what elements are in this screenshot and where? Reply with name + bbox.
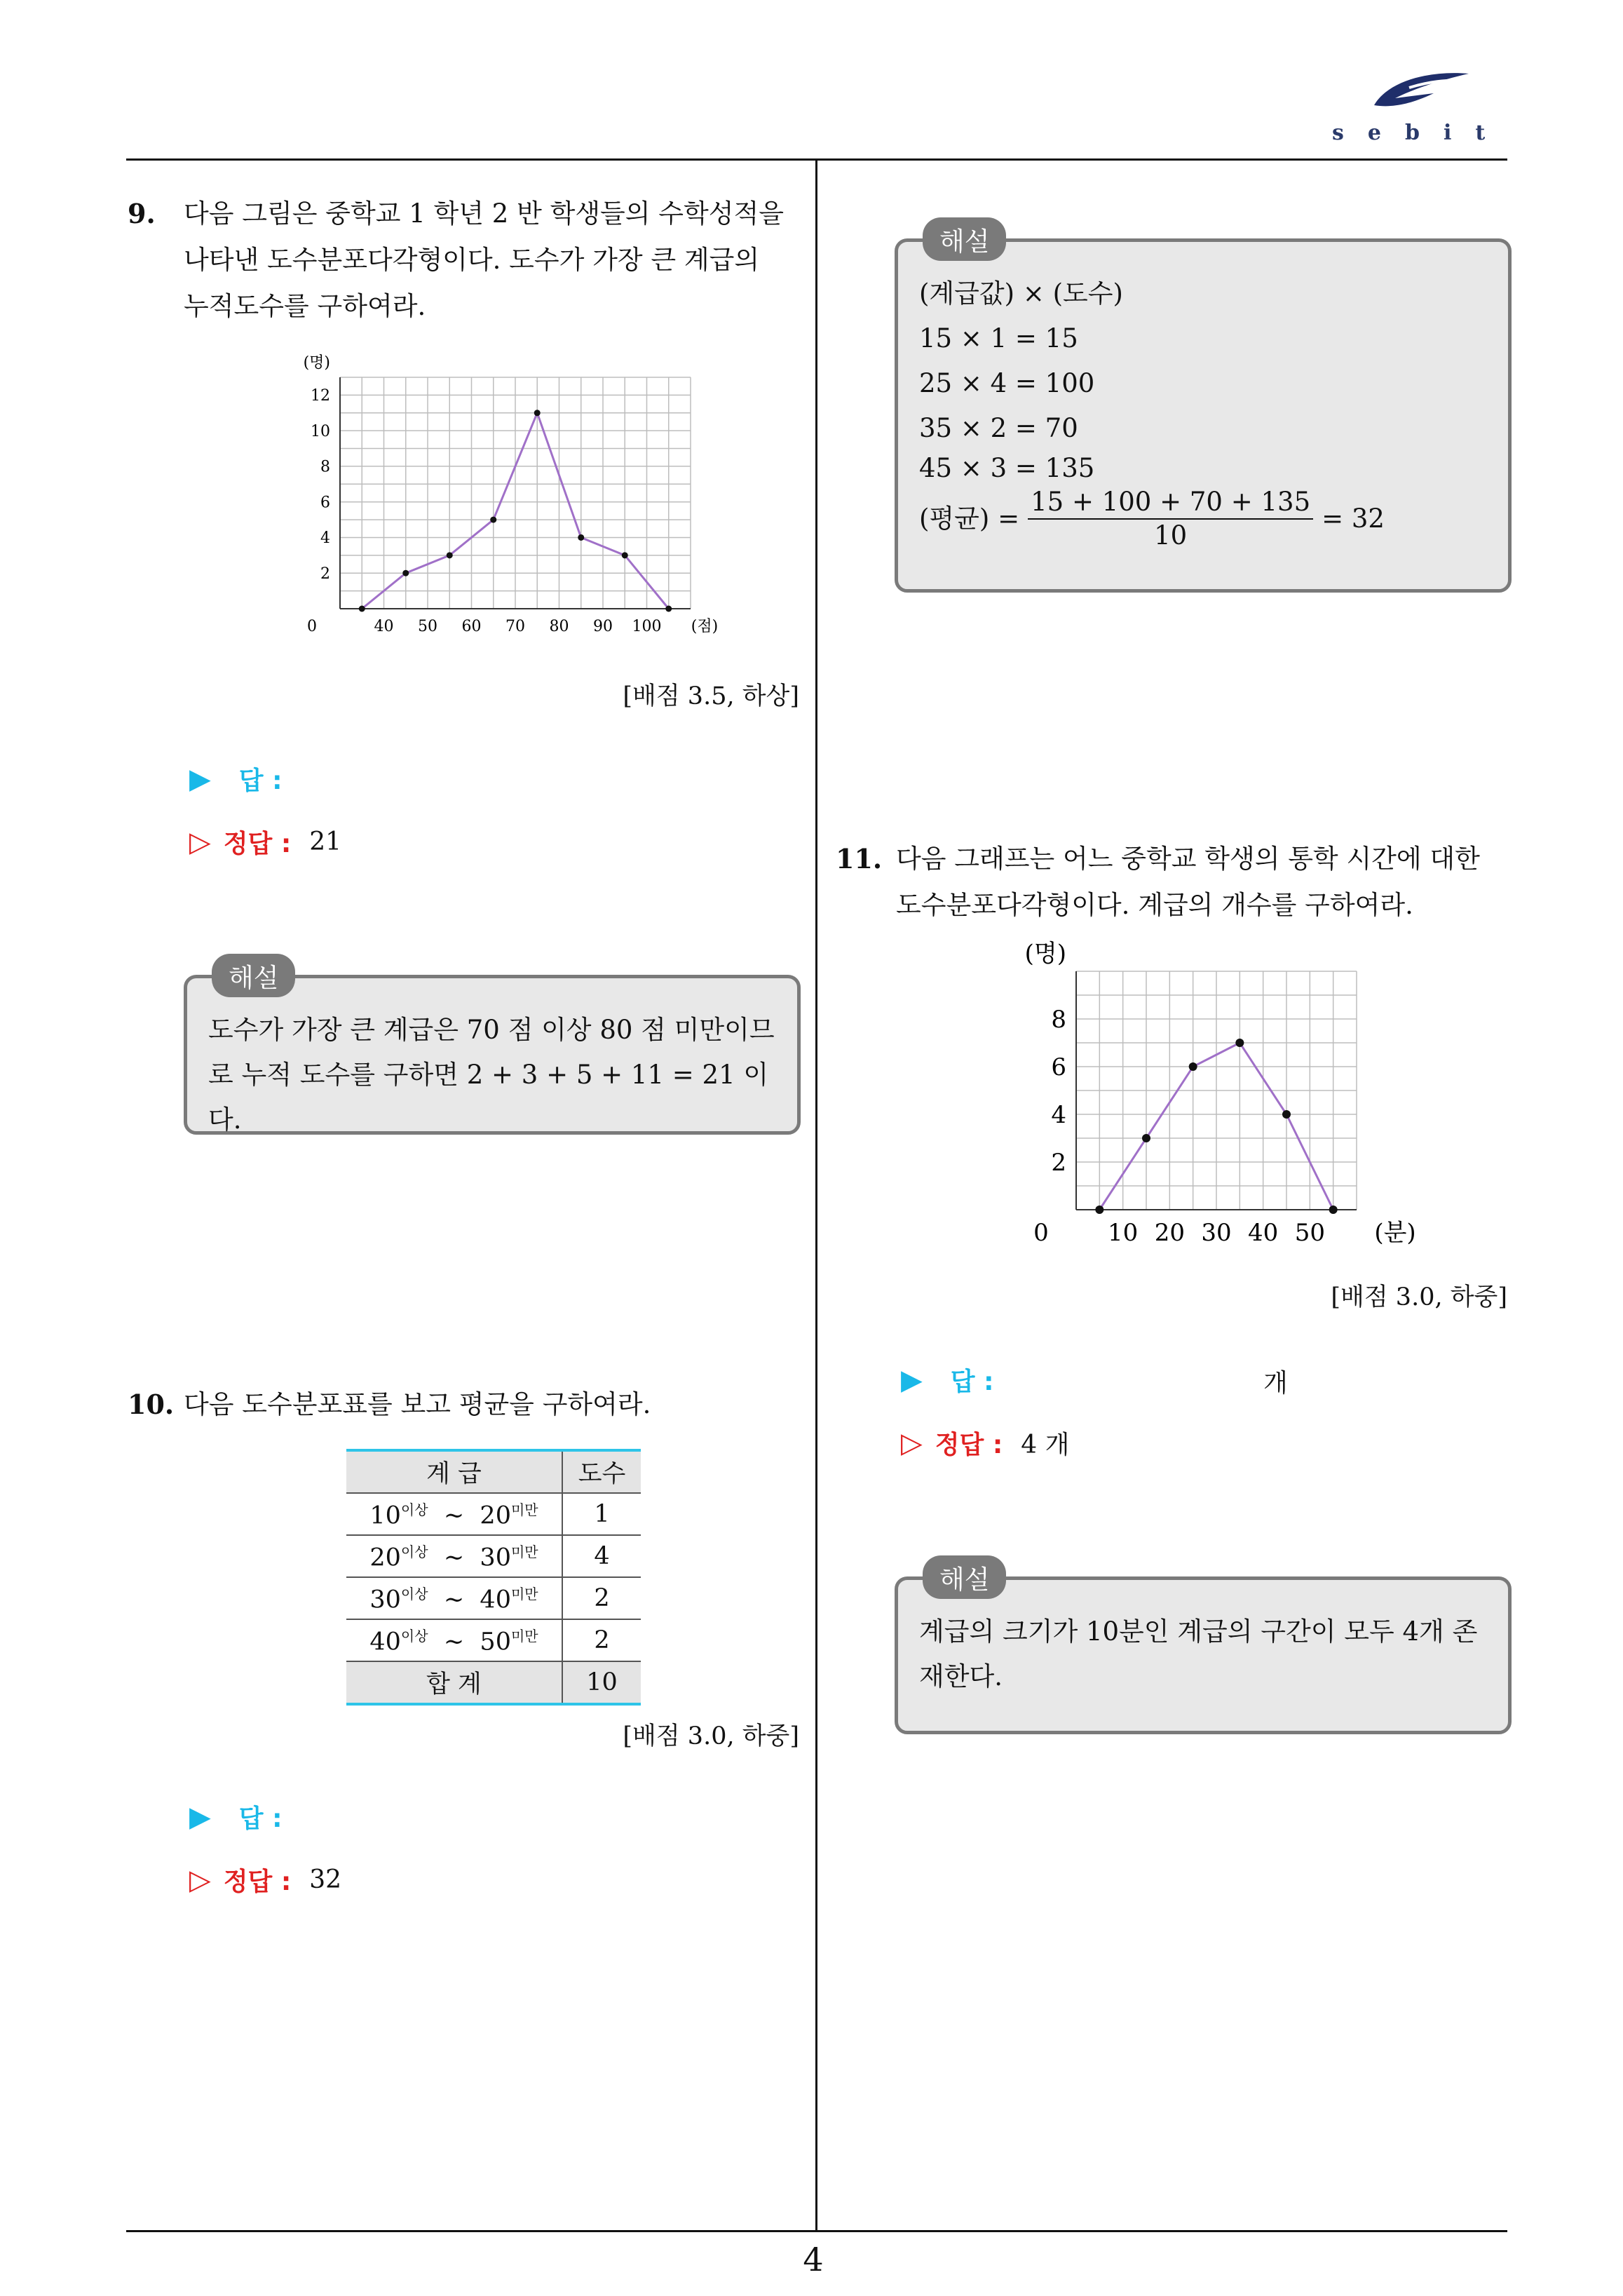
- data-point: [1235, 1039, 1244, 1047]
- question-9-text: [184, 191, 815, 330]
- y-tick-label: 6: [1051, 1053, 1066, 1081]
- commute-time-polygon-chart: [1010, 940, 1416, 1252]
- question-11-number: 11.: [836, 843, 883, 874]
- x-tick-label: 90: [593, 618, 613, 635]
- explanation-line: 도수가 가장 큰 계급은 70 점 이상 80 점 미만이므: [208, 1015, 775, 1045]
- data-point: [490, 517, 496, 523]
- class-range: $40^{이상}$ ~ $50^{미만}$: [346, 1619, 562, 1661]
- footer-rule: [126, 2230, 1507, 2232]
- math-score-polygon-chart: [280, 351, 719, 645]
- answer-label: 답 :: [238, 767, 283, 795]
- data-point: [622, 552, 628, 558]
- answer-label: 답 :: [238, 1804, 283, 1833]
- page-number: 4: [803, 2241, 824, 2278]
- correct-label: 정답 :: [223, 1868, 292, 1896]
- origin-label: 0: [1033, 1219, 1049, 1247]
- x-tick-label: 70: [505, 618, 525, 635]
- mean-result: = 32: [1322, 504, 1385, 534]
- logo-text: sebit: [1332, 121, 1509, 145]
- mean-formula: [919, 486, 1501, 552]
- x-axis-unit-label: (분): [1374, 1219, 1416, 1247]
- question-10-text: 다음 도수분포표를 보고 평균을 구하여라.: [184, 1389, 651, 1419]
- question-11-explanation-box: [895, 1576, 1512, 1734]
- y-tick-label: 8: [320, 458, 330, 476]
- x-tick-label: 60: [461, 618, 482, 635]
- data-point: [1095, 1206, 1103, 1214]
- data-point: [534, 410, 541, 416]
- explanation-line: 15 × 1 = 15: [919, 323, 1078, 353]
- correct-arrow-icon: ▷: [189, 1863, 211, 1896]
- class-count: 4: [562, 1535, 641, 1577]
- total-value: 10: [562, 1661, 641, 1704]
- question-9-answer-row: [189, 761, 282, 797]
- class-range: $30^{이상}$ ~ $40^{미만}$: [346, 1577, 562, 1619]
- x-tick-label: 30: [1201, 1219, 1232, 1247]
- column-divider: [815, 160, 817, 2231]
- y-tick-label: 8: [1051, 1005, 1066, 1034]
- y-tick-label: 2: [1051, 1148, 1066, 1177]
- question-10-score: [배점 3.0, 하중]: [623, 1722, 799, 1750]
- origin-label: 0: [307, 618, 317, 635]
- table-row: [346, 1535, 641, 1577]
- table-row: [346, 1577, 641, 1619]
- correct-arrow-icon: ▷: [189, 825, 211, 858]
- answer-unit: 개: [1263, 1369, 1288, 1398]
- mean-numerator: 15 + 100 + 70 + 135: [1028, 486, 1313, 520]
- correct-arrow-icon: ▷: [901, 1426, 923, 1459]
- question-10-correct-row: [189, 1862, 341, 1898]
- table-header-class: 계 급: [346, 1450, 562, 1493]
- question-11-line: 도수분포다각형이다. 계급의 개수를 구하여라.: [896, 890, 1413, 920]
- explanation-line: (계급값) × (도수): [919, 278, 1123, 309]
- x-tick-label: 100: [632, 618, 662, 635]
- x-tick-label: 50: [1294, 1219, 1325, 1247]
- question-9-explanation-box: [184, 975, 801, 1135]
- question-11-correct-row: [901, 1425, 1069, 1461]
- question-11-score: [배점 3.0, 하중]: [1331, 1283, 1507, 1311]
- explanation-line: 25 × 4 = 100: [919, 368, 1095, 398]
- data-point: [359, 606, 365, 612]
- table-header-count: 도수: [562, 1450, 641, 1493]
- question-9-line: 누적도수를 구하여라.: [184, 291, 426, 321]
- y-tick-label: 4: [1051, 1100, 1066, 1129]
- correct-value: 32: [309, 1865, 342, 1894]
- y-tick-label: 4: [320, 529, 330, 548]
- question-9-score: [배점 3.5, 하상]: [623, 682, 799, 710]
- correct-label: 정답 :: [935, 1431, 1003, 1459]
- answer-arrow-icon: ▶: [189, 1800, 211, 1833]
- question-9-number: 9.: [128, 198, 156, 229]
- explanation-tag: 해설: [212, 954, 295, 997]
- mean-fraction: [1028, 486, 1313, 552]
- correct-label: 정답 :: [223, 830, 292, 858]
- frequency-table: [346, 1449, 641, 1706]
- question-9-correct-row: [189, 824, 341, 860]
- y-axis-unit-label: (명): [303, 354, 330, 372]
- explanation-line: 계급의 크기가 10분인 계급의 구간이 모두 4개 존: [919, 1616, 1478, 1647]
- answer-label: 답 :: [950, 1368, 994, 1396]
- table-header-row: [346, 1450, 641, 1493]
- correct-value: 21: [309, 828, 342, 856]
- y-tick-label: 6: [320, 494, 330, 512]
- data-point: [1282, 1110, 1291, 1119]
- data-point: [1142, 1134, 1150, 1142]
- sebit-logo-icon: [1367, 67, 1472, 116]
- correct-value: 4 개: [1021, 1431, 1070, 1459]
- data-point: [578, 534, 584, 541]
- answer-arrow-icon: ▶: [901, 1363, 923, 1396]
- explanation-tag: 해설: [923, 217, 1006, 261]
- y-tick-label: 12: [311, 387, 330, 405]
- question-10-answer-row: [189, 1799, 282, 1835]
- explanation-tag: 해설: [923, 1555, 1006, 1599]
- explanation-line: 재한다.: [919, 1661, 1003, 1691]
- x-tick-label: 10: [1108, 1219, 1139, 1247]
- class-range: $10^{이상}$ ~ $20^{미만}$: [346, 1493, 562, 1535]
- explanation-line: 35 × 2 = 70: [919, 413, 1078, 443]
- y-tick-label: 2: [320, 565, 330, 583]
- question-10-number: 10.: [128, 1389, 175, 1420]
- question-9-line: 나타낸 도수분포다각형이다. 도수가 가장 큰 계급의: [184, 245, 760, 275]
- table-row: [346, 1493, 641, 1535]
- class-count: 1: [562, 1493, 641, 1535]
- question-10-explanation-box: [895, 238, 1512, 593]
- answer-arrow-icon: ▶: [189, 762, 211, 795]
- mean-denominator: 10: [1154, 520, 1188, 551]
- x-tick-label: 40: [1248, 1219, 1279, 1247]
- class-range: $20^{이상}$ ~ $30^{미만}$: [346, 1535, 562, 1577]
- question-11-text: [896, 836, 1513, 928]
- data-point: [447, 552, 453, 558]
- data-point: [1189, 1062, 1197, 1071]
- data-point: [665, 606, 672, 612]
- data-point: [402, 570, 409, 576]
- x-tick-label: 50: [418, 618, 437, 635]
- class-count: 2: [562, 1619, 641, 1661]
- explanation-line: 로 누적 도수를 구하면 2 + 3 + 5 + 11 = 21 이다.: [208, 1060, 769, 1135]
- total-label: 합 계: [346, 1661, 562, 1704]
- table-row: [346, 1619, 641, 1661]
- y-axis-unit-label: (명): [1024, 940, 1066, 968]
- x-tick-label: 80: [549, 618, 569, 635]
- x-tick-label: 40: [374, 618, 394, 635]
- question-11-line: 다음 그래프는 어느 중학교 학생의 통학 시간에 대한: [896, 844, 1480, 874]
- table-total-row: [346, 1661, 641, 1704]
- data-point: [1329, 1206, 1338, 1214]
- y-tick-label: 10: [311, 422, 330, 440]
- x-tick-label: 20: [1154, 1219, 1185, 1247]
- explanation-line: 45 × 3 = 135: [919, 453, 1095, 483]
- question-11-answer-row: [901, 1362, 993, 1398]
- mean-label: (평균) =: [919, 504, 1020, 534]
- x-axis-unit-label: (점): [691, 618, 719, 635]
- class-count: 2: [562, 1577, 641, 1619]
- question-9-line: 다음 그림은 중학교 1 학년 2 반 학생들의 수학성적을: [184, 198, 785, 229]
